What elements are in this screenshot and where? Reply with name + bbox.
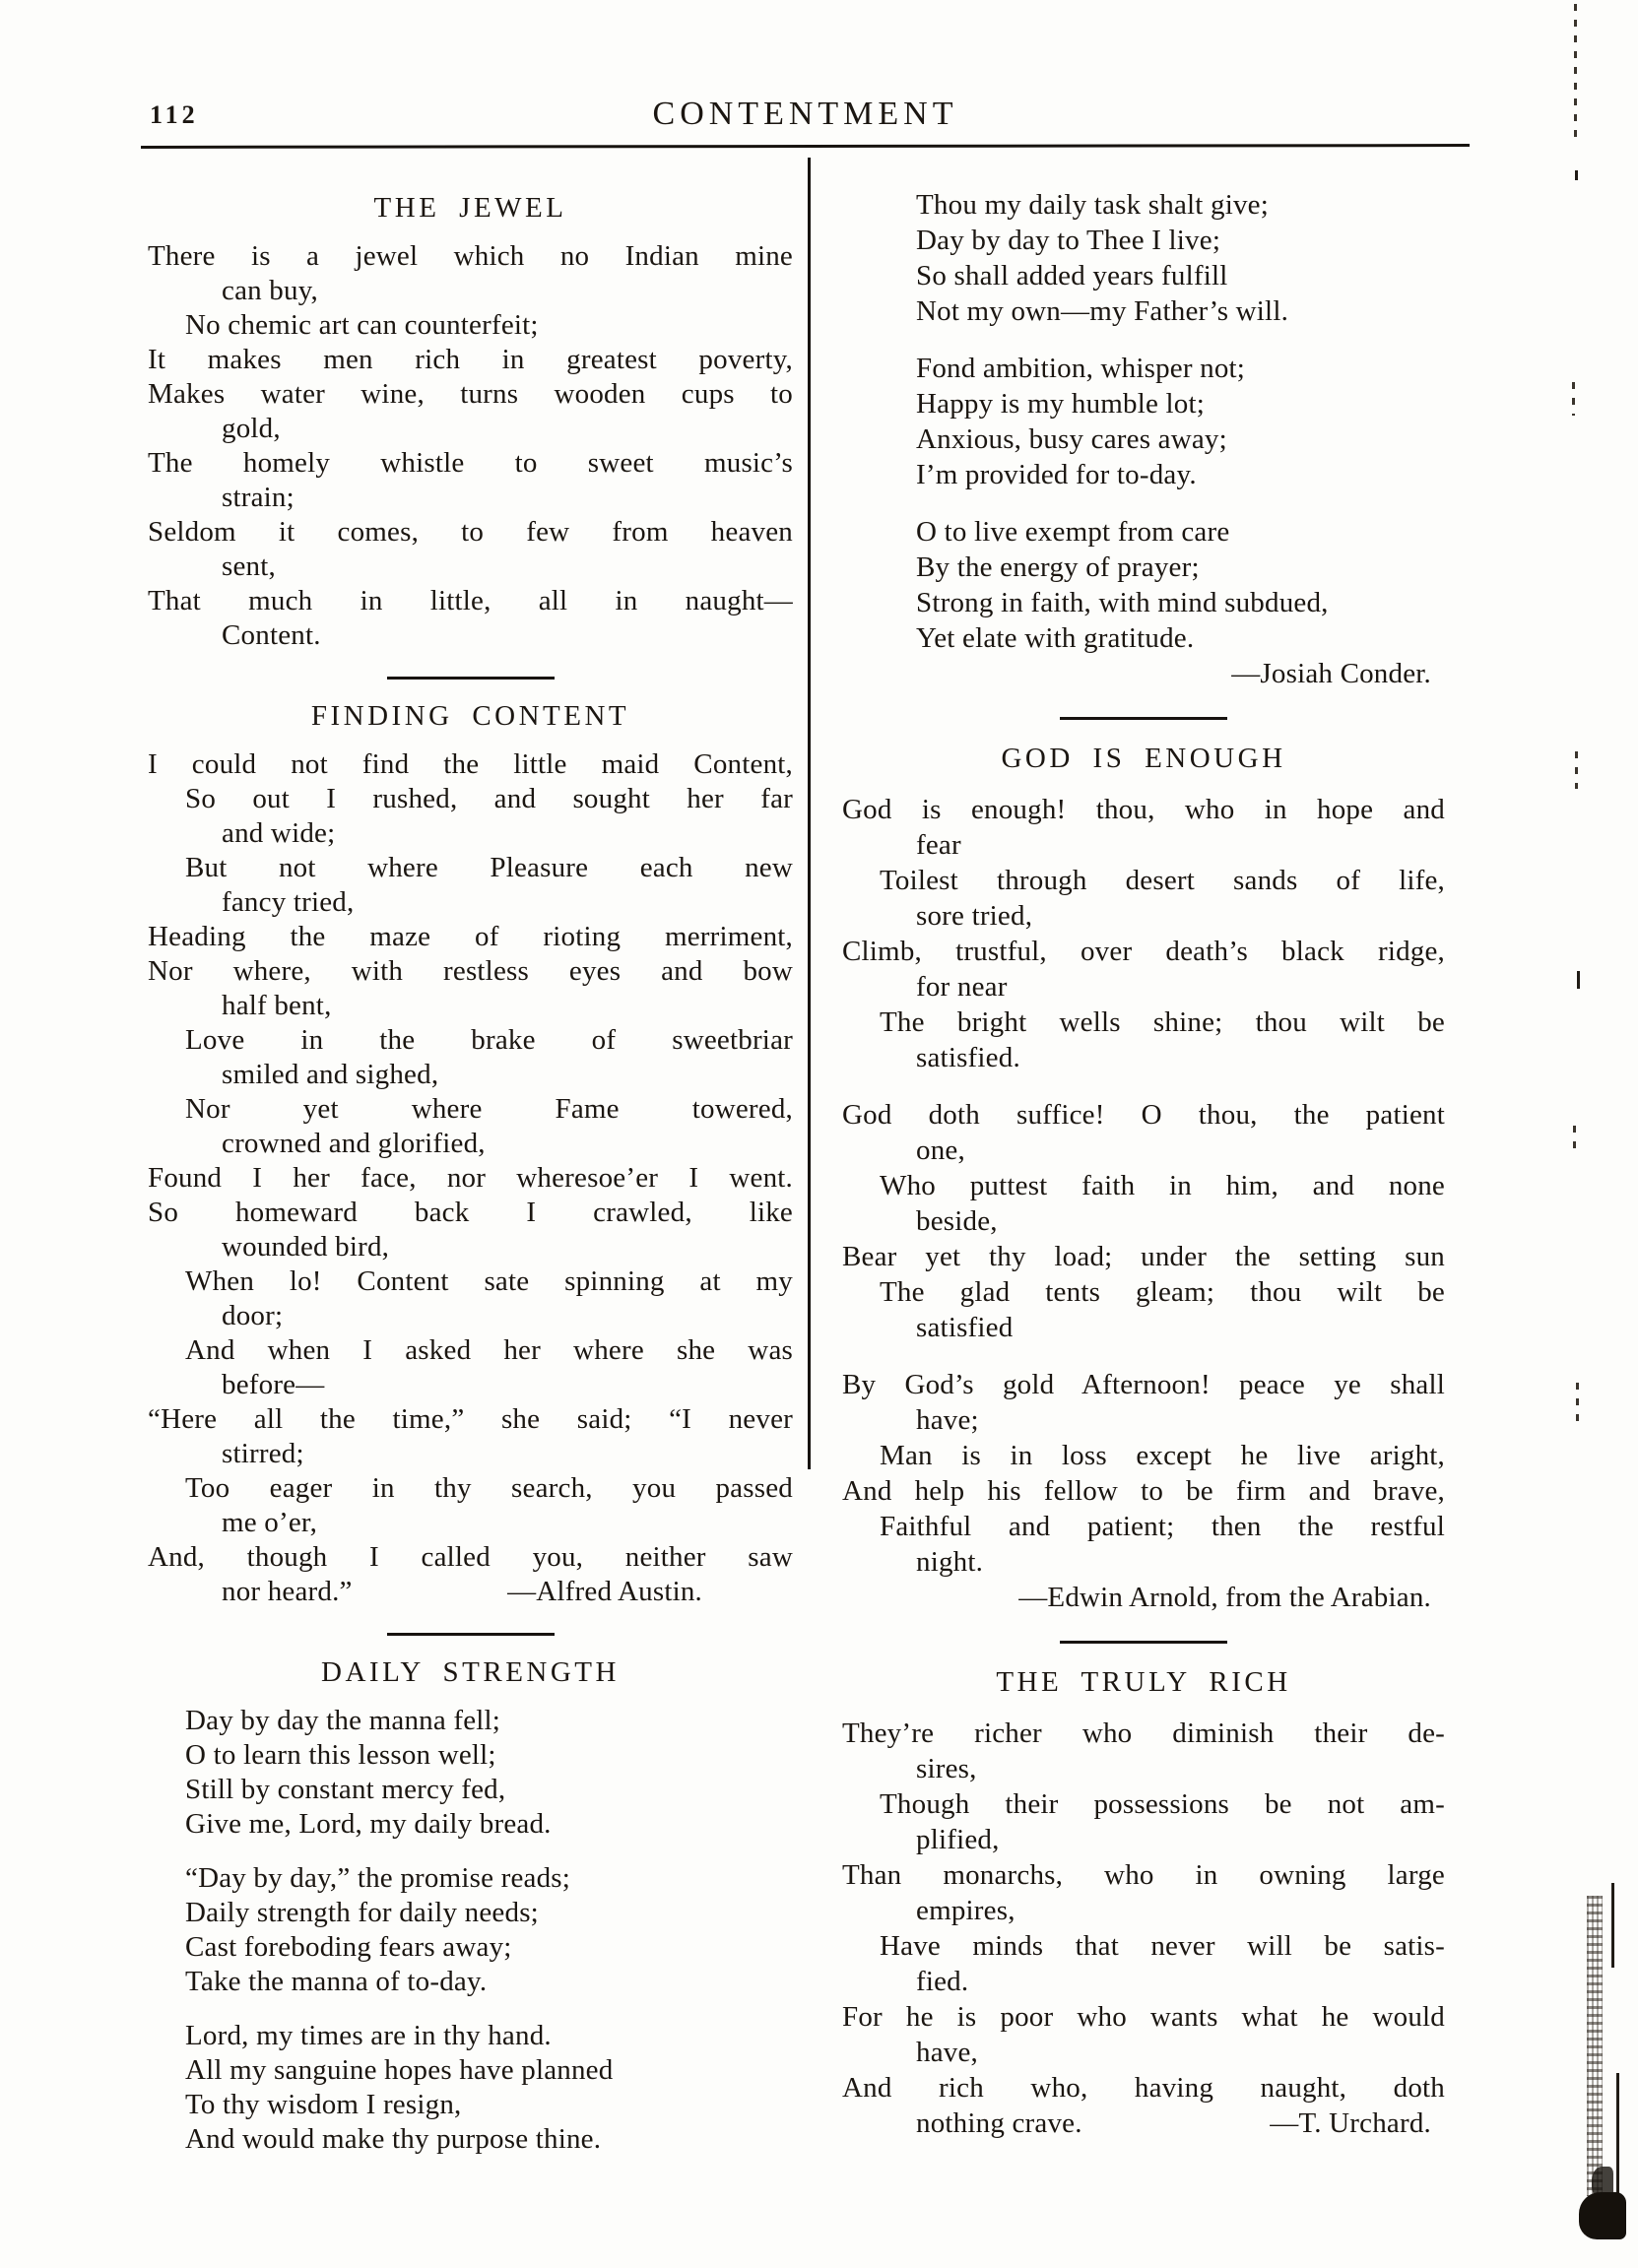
poem-line: The bright wells shine; thou wilt be: [880, 1006, 1445, 1038]
poem-line: “Here all the time,” she said; “I never: [148, 1403, 793, 1435]
author-attribution: —Josiah Conder.: [1231, 658, 1431, 689]
poem-line: All my sanguine hopes have planned: [185, 2054, 614, 2086]
poem-line: Love in the brake of sweetbriar: [185, 1024, 793, 1056]
poem-line-with-attribution: [842, 656, 1445, 691]
poem-stanza: [842, 792, 1445, 1075]
poem-line: Give me, Lord, my daily bread.: [185, 1808, 552, 1840]
separator-rule: [387, 677, 555, 680]
poem-line: satisfied: [916, 1312, 1014, 1343]
poem-line: can buy,: [222, 275, 318, 306]
poem-line-with-attribution: [842, 1580, 1445, 1615]
poem-line: sent,: [222, 551, 276, 582]
scan-artifact: [1577, 971, 1580, 989]
poem-title: GOD IS ENOUGH: [1001, 743, 1286, 774]
poem-line: Day by day to Thee I live;: [916, 225, 1221, 256]
poem-stanza: [842, 187, 1445, 329]
poem-line: For he is poor who wants what he would: [842, 2001, 1445, 2033]
poem-line: It makes men rich in greatest poverty,: [148, 344, 793, 375]
poem-line: God is enough! thou, who in hope and: [842, 794, 1445, 825]
poem-line-text: nor heard.”: [222, 1576, 353, 1607]
separator-rule: [387, 1633, 555, 1636]
poem-line: stirred;: [222, 1438, 304, 1469]
poem-line: me o’er,: [222, 1507, 318, 1538]
poem-line: have;: [916, 1404, 979, 1436]
poem-line: So out I rushed, and sought her far: [185, 783, 793, 814]
poem-stanza: [148, 1861, 793, 1999]
separator-rule: [1060, 717, 1227, 720]
poem-stanza: [148, 2019, 793, 2157]
poem-line: have,: [916, 2037, 978, 2068]
poem-line: Too eager in thy search, you passed: [185, 1472, 793, 1504]
poem-line: The glad tents gleam; thou wilt be: [880, 1276, 1445, 1308]
poem-stanza: [148, 747, 793, 1609]
poem-line: empires,: [916, 1895, 1016, 1926]
separator-rule: [1060, 1641, 1227, 1644]
poem-line: When lo! Content sate spinning at my: [185, 1265, 793, 1297]
poem-line: But not where Pleasure each new: [185, 852, 793, 883]
poem-line: And when I asked her where she was: [185, 1334, 793, 1366]
poem-line: To thy wisdom I resign,: [185, 2089, 462, 2120]
poem-line: Toilest through desert sands of life,: [880, 865, 1445, 896]
poem-line: for near: [916, 971, 1008, 1003]
author-attribution: —Alfred Austin.: [507, 1576, 702, 1607]
poem-line: half bent,: [222, 990, 332, 1021]
poem-stanza: [842, 351, 1445, 492]
poem-line: and wide;: [222, 817, 336, 849]
poem-line: Thou my daily task shalt give;: [916, 189, 1269, 221]
poem-line: Man is in loss except he live aright,: [880, 1440, 1445, 1471]
poem-line: Though their possessions be not am-: [880, 1788, 1445, 1820]
poem-line: fear: [916, 829, 961, 861]
poem-line: Found I her face, nor wheresoe’er I went.: [148, 1162, 793, 1194]
left-column: [148, 187, 793, 2176]
poem-line: gold,: [222, 413, 281, 444]
poem-line: Strong in faith, with mind subdued,: [916, 587, 1329, 618]
poem-line: fied.: [916, 1966, 969, 1997]
right-column: [842, 187, 1445, 2163]
author-attribution: —T. Urchard.: [1270, 2107, 1431, 2139]
poem-line: I could not find the little maid Content,: [148, 748, 793, 780]
poem-line: strain;: [222, 482, 295, 513]
poem-title: THE JEWEL: [373, 192, 567, 224]
poem-line-with-attribution: [842, 2106, 1445, 2141]
poem-line: Still by constant mercy fed,: [185, 1774, 506, 1805]
poem-title: FINDING CONTENT: [310, 700, 630, 732]
scan-artifact: [1616, 2073, 1619, 2193]
column-divider-rule: [808, 158, 811, 1469]
poem-line: By God’s gold Afternoon! peace ye shall: [842, 1369, 1445, 1400]
poem-line: Have minds that never will be satis-: [880, 1930, 1445, 1962]
poem-line: Daily strength for daily needs;: [185, 1897, 539, 1928]
poem-line: O to live exempt from care: [916, 516, 1230, 548]
poem-line: Heading the maze of rioting merriment,: [148, 921, 793, 952]
poem-line-text: nothing crave.: [916, 2107, 1082, 2139]
poem-line: Fond ambition, whisper not;: [916, 353, 1246, 384]
poem-line: “Day by day,” the promise reads;: [185, 1862, 571, 1894]
poem-line: Not my own—my Father’s will.: [916, 295, 1289, 327]
poem-line: And, though I called you, neither saw: [148, 1541, 793, 1573]
poem-line: night.: [916, 1546, 984, 1578]
poem-line: Lord, my times are in thy hand.: [185, 2020, 552, 2051]
poem-line: Nor where, with restless eyes and bow: [148, 955, 793, 987]
author-attribution: —Edwin Arnold, from the Arabian.: [1018, 1582, 1431, 1613]
poem-stanza: [842, 1097, 1445, 1345]
poem-line: And would make thy purpose thine.: [185, 2123, 602, 2155]
poem-stanza: [842, 1716, 1445, 2141]
poem-line: That much in little, all in naught—: [148, 585, 793, 616]
poem-line: Yet elate with gratitude.: [916, 622, 1195, 654]
poem-line: wounded bird,: [222, 1231, 390, 1263]
scan-artifact: [1572, 382, 1575, 416]
poem-line: By the energy of prayer;: [916, 551, 1200, 583]
poem-line: sore tried,: [916, 900, 1033, 932]
poem-line: Nor yet where Fame towered,: [185, 1093, 793, 1125]
poem-line: before—: [222, 1369, 325, 1400]
scan-artifact-blob: [1592, 2167, 1613, 2198]
poem-line: So shall added years fulfill: [916, 260, 1228, 292]
poem-line: Climb, trustful, over death’s black ridge,: [842, 936, 1445, 967]
scan-artifact-blob: [1579, 2192, 1626, 2239]
poem-title: DAILY STRENGTH: [321, 1656, 620, 1688]
poem-stanza: [842, 514, 1445, 691]
page-number: 112: [150, 100, 199, 129]
scan-artifact: [1575, 170, 1578, 180]
poem-stanza: [148, 239, 793, 653]
poem-line: Than monarchs, who in owning large: [842, 1859, 1445, 1891]
page-title: CONTENTMENT: [652, 96, 958, 132]
poem-line: Cast foreboding fears away;: [185, 1931, 512, 1963]
poem-line: Content.: [222, 619, 321, 651]
poem-line: There is a jewel which no Indian mine: [148, 240, 793, 272]
poem-line: Happy is my humble lot;: [916, 388, 1205, 420]
poem-line: And help his fellow to be firm and brave,: [842, 1475, 1445, 1507]
poem-line: satisfied.: [916, 1042, 1020, 1073]
poem-line: Bear yet thy load; under the setting sun: [842, 1241, 1445, 1272]
poem-line: smiled and sighed,: [222, 1059, 439, 1090]
poem-line: No chemic art can counterfeit;: [185, 309, 539, 341]
poem-title: THE TRULY RICH: [996, 1666, 1291, 1698]
poem-line: And rich who, having naught, doth: [842, 2072, 1445, 2104]
scan-artifact: [1573, 1126, 1576, 1157]
poem-line: plified,: [916, 1824, 1000, 1855]
poem-line: I’m provided for to-day.: [916, 459, 1197, 490]
scan-artifact: [1611, 1883, 1614, 1968]
poem-line: Day by day the manna fell;: [185, 1705, 501, 1736]
poem-line: Who puttest faith in him, and none: [880, 1170, 1445, 1201]
poem-stanza: [148, 1704, 793, 1842]
poem-stanza: [842, 1367, 1445, 1615]
poem-line: Anxious, busy cares away;: [916, 423, 1227, 455]
header-rule: [141, 144, 1470, 149]
poem-line: fancy tried,: [222, 886, 355, 918]
poem-line: crowned and glorified,: [222, 1128, 486, 1159]
scan-artifact: [1576, 1383, 1579, 1422]
poem-line: The homely whistle to sweet music’s: [148, 447, 793, 479]
poem-line-with-attribution: [148, 1575, 793, 1609]
poem-line: one,: [916, 1134, 965, 1166]
poem-line: They’re richer who diminish their de-: [842, 1717, 1445, 1749]
poem-line: door;: [222, 1300, 284, 1331]
poem-line: Seldom it comes, to few from heaven: [148, 516, 793, 548]
poem-line: God doth suffice! O thou, the patient: [842, 1099, 1445, 1131]
poem-line: sires,: [916, 1753, 977, 1784]
poem-line: beside,: [916, 1205, 998, 1237]
poem-line: So homeward back I crawled, like: [148, 1197, 793, 1228]
scan-artifact: [1587, 1896, 1603, 2196]
poem-line: O to learn this lesson well;: [185, 1739, 496, 1771]
scan-artifact: [1574, 4, 1577, 144]
scan-artifact: [1575, 751, 1578, 789]
poem-line: Faithful and patient; then the restful: [880, 1511, 1445, 1542]
poem-line: Makes water wine, turns wooden cups to: [148, 378, 793, 410]
poem-line: Take the manna of to-day.: [185, 1966, 488, 1997]
